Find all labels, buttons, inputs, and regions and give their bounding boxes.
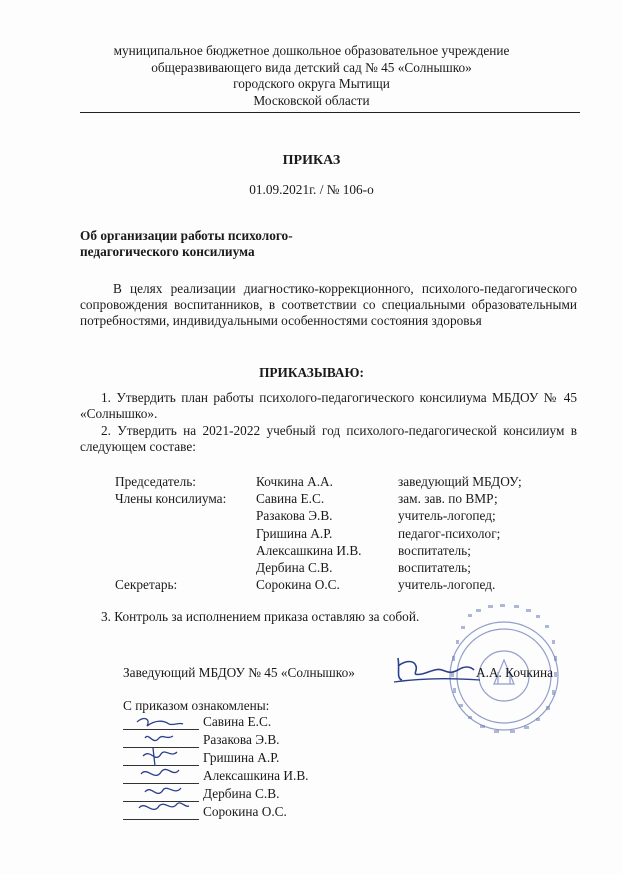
- organization-header: [0, 43, 623, 109]
- member-position: заведующий МБДОУ;: [398, 474, 522, 489]
- org-name-line1: муниципальное бюджетное дошкольное образовательное учреждение: [113, 43, 510, 58]
- member-name: Сорокина О.С.: [256, 577, 340, 592]
- order-keyword: ПРИКАЗЫВАЮ:: [259, 365, 364, 380]
- member-name: Разакова Э.В.: [256, 508, 333, 523]
- acquainted-name: Гришина А.Р.: [203, 750, 280, 765]
- order-item-2: 2. Утвердить на 2021-2022 учебный год психолого-педагогической консилиум в следующем составе:: [80, 423, 577, 455]
- preamble-paragraph: В целях реализации диагностико-коррекционного, психолого-педагогического сопровождения воспитанников, в соответствии со специальными образовательными потребностями, индивидуальными особенностями состояния здоровья: [80, 281, 577, 329]
- member-name: Гришина А.Р.: [256, 526, 333, 541]
- role-label: Секретарь:: [115, 577, 178, 592]
- header-divider: [80, 112, 580, 113]
- member-name: Кочкина А.А.: [256, 474, 333, 489]
- order-item-1: 1. Утвердить план работы психолого-педагогического консилиума МБДОУ № 45 «Солнышко».: [80, 390, 577, 422]
- member-position: учитель-логопед;: [398, 508, 496, 523]
- subject-line1: Об организации работы психолого-: [80, 228, 293, 243]
- staff-signatures: [125, 708, 205, 826]
- member-position: педагог-психолог;: [398, 526, 501, 541]
- member-name: Дербина С.В.: [256, 560, 333, 575]
- member-name: Савина Е.С.: [256, 491, 325, 506]
- org-name-line4: Московской области: [253, 92, 370, 108]
- member-position: зам. зав. по ВМР;: [398, 491, 498, 506]
- head-position-label: Заведующий МБДОУ № 45 «Солнышко»: [123, 665, 355, 680]
- acquainted-name: Сорокина О.С.: [203, 804, 287, 819]
- subject-line2: педагогического консилиума: [80, 244, 255, 259]
- document-date-number: 01.09.2021г. / № 106-о: [249, 182, 374, 197]
- acquainted-name: Алексашкина И.В.: [203, 768, 309, 783]
- member-position: учитель-логопед.: [398, 577, 496, 592]
- acquainted-name: Савина Е.С.: [203, 714, 272, 729]
- document-subject: [80, 228, 293, 260]
- member-position: воспитатель;: [398, 560, 471, 575]
- document-title: ПРИКАЗ: [282, 153, 341, 168]
- org-name-line3: городского округа Мытищи: [233, 76, 390, 91]
- head-signature-mark: [392, 648, 482, 686]
- member-position: воспитатель;: [398, 543, 471, 558]
- acquainted-name: Разакова Э.В.: [203, 732, 280, 747]
- org-name-line2: общеразвивающего вида детский сад № 45 «Солнышко»: [151, 59, 472, 75]
- acquainted-name: Дербина С.В.: [203, 786, 280, 801]
- acquainted-title: С приказом ознакомлены:: [123, 698, 270, 713]
- member-name: Алексашкина И.В.: [256, 543, 362, 558]
- head-name: А.А. Кочкина: [476, 665, 553, 680]
- role-label: Члены консилиума:: [115, 491, 227, 506]
- role-label: Председатель:: [115, 474, 196, 489]
- order-item-3: 3. Контроль за исполнением приказа оставляю за собой.: [101, 609, 420, 624]
